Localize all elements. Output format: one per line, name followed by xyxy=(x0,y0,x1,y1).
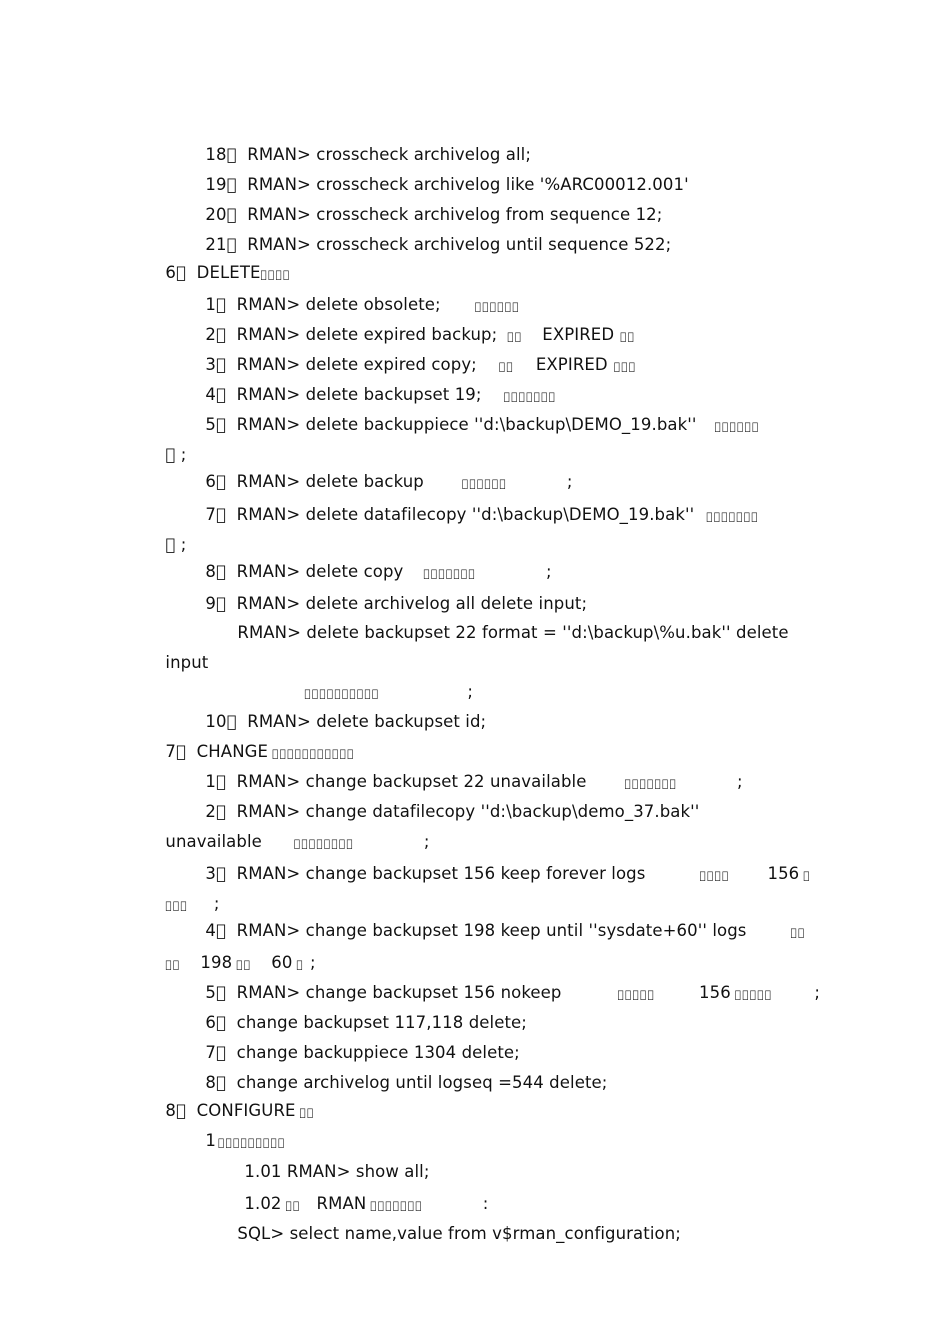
line-note:      xyxy=(699,870,730,882)
doc-line xyxy=(216,603,789,663)
line-text: 4  RMAN> delete backupset 19; xyxy=(205,385,482,404)
line-text: 2  RMAN> delete expired backup; xyxy=(205,325,498,344)
line-text: input xyxy=(165,653,209,672)
line-tail: RMAN xyxy=(316,1194,367,1213)
line-note:             xyxy=(272,748,355,760)
line-note:    xyxy=(236,959,252,971)
line-text:   ; xyxy=(165,535,187,554)
line-text: 8  change archivelog until logseq =544 delete; xyxy=(205,1073,608,1092)
line-tail: ; xyxy=(737,772,743,791)
line-note:    xyxy=(285,1200,301,1212)
line-note:      xyxy=(260,269,291,281)
line-tail: ; xyxy=(213,894,220,913)
line-text: RMAN> delete backupset 22 format = ''d:\backup\%u.bak'' delete xyxy=(237,623,789,642)
line-text: 7  RMAN> delete datafilecopy ''d:\backup\DEMO_19.bak'' xyxy=(205,505,695,524)
line-text: SQL> select name,value from v$rman_configuration; xyxy=(237,1224,681,1243)
line-text: 3  RMAN> change backupset 156 keep forever logs xyxy=(205,864,646,883)
line-note:    xyxy=(620,331,636,343)
doc-line xyxy=(144,633,208,693)
line-note:   xyxy=(803,870,811,882)
line-text:    xyxy=(165,959,181,971)
line-text: 5  RMAN> change backupset 156 nokeep xyxy=(205,983,562,1002)
doc-line xyxy=(184,395,760,457)
line-text:     xyxy=(165,900,188,912)
line-tail: ; xyxy=(423,832,430,851)
line-note:            xyxy=(304,688,380,700)
line-text: 1  RMAN> delete obsolete; xyxy=(205,295,441,314)
line-text: 20  RMAN> crosscheck archivelog from sequence 12; xyxy=(205,205,663,224)
line-note:    xyxy=(790,927,806,939)
line-note:    xyxy=(299,1107,315,1119)
line-text: 1  RMAN> change backupset 22 unavailable xyxy=(205,772,587,791)
line-note:     xyxy=(613,361,637,373)
line-note:         xyxy=(423,568,476,580)
line-text: 6  DELETE xyxy=(165,263,261,282)
line-text: 2  RMAN> change datafilecopy ''d:\backup\demo_37.bak'' xyxy=(205,802,700,821)
line-text: 10  RMAN> delete backupset id; xyxy=(205,712,487,731)
line-text: 9  RMAN> delete archivelog all delete input; xyxy=(205,594,588,613)
line-text: 5  RMAN> delete backuppiece ''d:\backup\DEMO_19.bak'' xyxy=(205,415,697,434)
line-text: 3  RMAN> delete expired copy; xyxy=(205,355,477,374)
doc-line xyxy=(216,1204,681,1264)
line-tail: : xyxy=(482,1194,489,1213)
line-note:           xyxy=(218,1137,286,1149)
line-text: 1.02 xyxy=(244,1194,282,1213)
line-note:   xyxy=(296,959,304,971)
line-note:        xyxy=(461,478,507,490)
line-tail: EXPIRED xyxy=(542,325,615,344)
line-text: 8  CONFIGURE xyxy=(165,1101,296,1120)
line-text: unavailable xyxy=(165,832,262,851)
line-tail: EXPIRED xyxy=(535,355,608,374)
line-text:   ; xyxy=(165,445,187,464)
line-text: 21  RMAN> crosscheck archivelog until sequence 522; xyxy=(205,235,672,254)
line-tail: ; xyxy=(309,953,316,972)
line-text: 7  change backuppiece 1304 delete; xyxy=(205,1043,520,1062)
doc-line xyxy=(144,515,186,575)
line-tail: 198 xyxy=(200,953,233,972)
line-note:        xyxy=(714,421,760,433)
line-tail: ; xyxy=(814,983,820,1002)
doc-line xyxy=(144,425,186,485)
line-note:         xyxy=(503,391,557,403)
line-text: 1.01 RMAN> show all; xyxy=(244,1162,430,1181)
line-text: 18  RMAN> crosscheck archivelog all; xyxy=(205,145,532,164)
line-text: 6  change backupset 117,118 delete; xyxy=(205,1013,527,1032)
line-text: 19  RMAN> crosscheck archivelog like '%ARC00012.001' xyxy=(205,175,689,194)
line-text: 8  RMAN> delete copy xyxy=(205,562,404,581)
line-note:         xyxy=(624,778,677,790)
doc-line xyxy=(184,844,811,906)
line-note:    xyxy=(498,361,514,373)
line-note:        xyxy=(474,301,520,313)
line-note:       xyxy=(734,989,773,1001)
doc-line xyxy=(184,485,759,547)
line-tail: 156 xyxy=(699,983,731,1002)
line-tail: 156 xyxy=(767,864,800,883)
line-note:       xyxy=(617,989,655,1001)
line-text: 6  RMAN> delete backup xyxy=(205,472,424,491)
line-note:         xyxy=(370,1200,423,1212)
line-text: 4  RMAN> change backupset 198 keep until ''sysdate+60'' logs xyxy=(205,921,747,940)
line-note:          xyxy=(293,838,354,850)
line-tail: 60 xyxy=(271,953,293,972)
line-note:    xyxy=(507,331,523,343)
line-tail: ; xyxy=(545,562,552,581)
line-text: 1 xyxy=(205,1131,216,1150)
line-note:         xyxy=(706,511,759,523)
line-tail: ; xyxy=(566,472,573,491)
line-tail: ; xyxy=(467,682,474,701)
line-text: 7  CHANGE xyxy=(165,742,269,761)
